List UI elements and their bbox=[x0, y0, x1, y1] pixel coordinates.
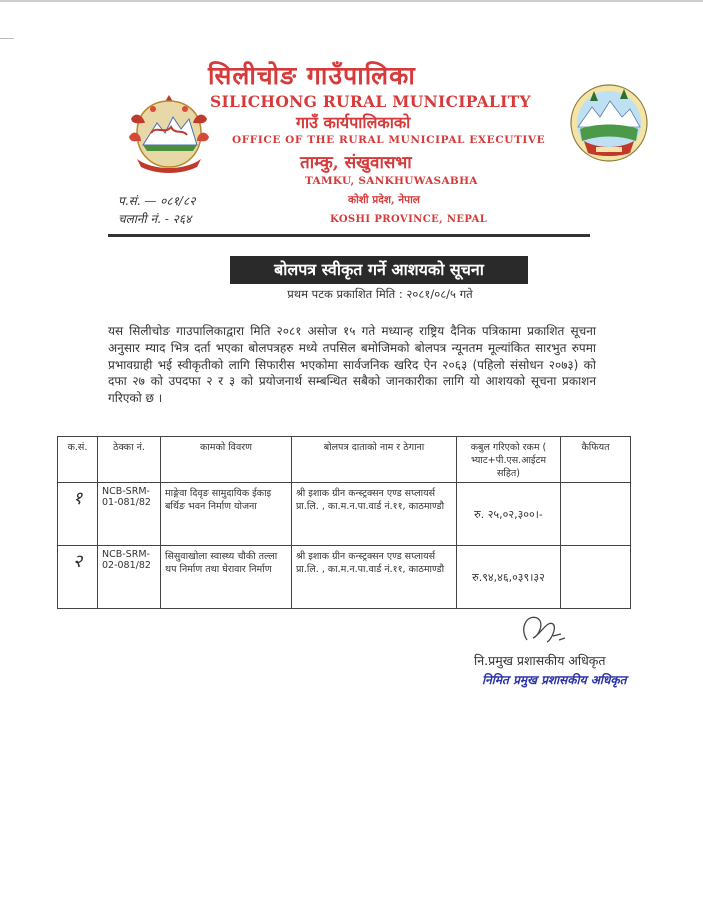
row-contract-no: NCB-SRM-01-081/82 bbox=[98, 483, 161, 546]
row-amount: रु. २५,०२,३००।- bbox=[457, 483, 561, 546]
header-bidder: बोलपत्र दाताको नाम र ठेगाना bbox=[292, 437, 457, 483]
handwritten-fiscal-year: प.सं. — ०८१/८२ bbox=[118, 194, 196, 208]
signatory-title: नि.प्रमुख प्रशासकीय अधिकृत bbox=[474, 653, 606, 668]
notice-title: बोलपत्र स्वीकृत गर्ने आशयको सूचना bbox=[274, 260, 484, 279]
bid-acceptance-table bbox=[57, 436, 631, 609]
handwritten-reference-number: चलानी नं. - २६४ bbox=[118, 212, 192, 226]
header-amount: कबुल गरिएको रकम ( भ्याट+पी.एस.आईटम सहित) bbox=[457, 437, 561, 483]
province-nepali: कोशी प्रदेश, नेपाल bbox=[348, 194, 420, 206]
header-work-description: कामको विवरण bbox=[161, 437, 292, 483]
row-contract-no: NCB-SRM-02-081/82 bbox=[98, 546, 161, 609]
municipality-name-nepali: सिलीचोङ गाउँपालिका bbox=[208, 61, 416, 90]
municipality-name-english: SILICHONG RURAL MUNICIPALITY bbox=[210, 92, 531, 111]
office-name-nepali: गाउँ कार्यपालिकाको bbox=[296, 113, 411, 132]
table-header-row bbox=[58, 437, 631, 483]
header-remarks: कैफियत bbox=[561, 437, 631, 483]
row-amount: रु.९४,४६,०३९।३२ bbox=[457, 546, 561, 609]
scan-edge bbox=[0, 0, 703, 2]
row-bidder: श्री इशाक ग्रीन कन्स्ट्रक्सन एण्ड सप्लायर्स प्रा.लि. , का.म.न.पा.वार्ड नं.११, काठमाण्डौ bbox=[292, 546, 457, 609]
signatory-stamp: निमित प्रमुख प्रशासकीय अधिकृत bbox=[482, 673, 627, 687]
province-english: KOSHI PROVINCE, NEPAL bbox=[330, 214, 488, 225]
nepal-emblem-icon bbox=[123, 89, 215, 177]
office-name-english: OFFICE OF THE RURAL MUNICIPAL EXECUTIVE bbox=[232, 134, 546, 146]
row-bidder: श्री इशाक ग्रीन कन्स्ट्रक्सन एण्ड सप्लायर्स प्रा.लि. , का.म.न.पा.वार्ड नं.११, काठमाण्डौ bbox=[292, 483, 457, 546]
row-serial: २ bbox=[58, 546, 98, 609]
header-contract-no: ठेक्का नं. bbox=[98, 437, 161, 483]
signature-mark bbox=[513, 610, 573, 650]
municipality-logo-icon bbox=[568, 83, 650, 167]
row-remarks bbox=[561, 483, 631, 546]
published-date: प्रथम पटक प्रकाशित मिति : २०८१/०८/५ गते bbox=[287, 287, 473, 301]
header-divider bbox=[108, 234, 590, 237]
row-serial: १ bbox=[58, 483, 98, 546]
row-work-description: माङ्गेवा दिवृङ सामुदायिक ईकाइ बर्थिङ भवन निर्माण योजना bbox=[161, 483, 292, 546]
notice-body: यस सिलीचोङ गाउपालिकाद्वारा मिति २०८१ असोज १५ गते मध्यान्ह राष्ट्रिय दैनिक पत्रिकामा प्रकाशित सूचना अनुसार म्याद भित्र दर्ता भएका बोलपत्रहरु मध्ये तपसिल बमोजिमको बोलपत्र न्यूनतम मूल्यांकित सारभुत रुपमा प्रभावग्राही भई स्वीकृतीको लागि सिफारीस भएकोमा सार्वजनिक खरिद ऐन २०६३ (पहिलो संसोधन २०७३) को दफा २७ को उपदफा २ र ३ को प्रयोजनार्थ सम्बन्धित सबैको जानकारीका लागि यो आशयको सूचना प्रकाशन गरिएको छ । bbox=[108, 324, 596, 406]
table-row bbox=[58, 546, 631, 609]
scan-mark bbox=[0, 38, 14, 39]
header-serial: क.सं. bbox=[58, 437, 98, 483]
address-nepali: ताम्कु, संखुवासभा bbox=[300, 153, 412, 173]
table-row bbox=[58, 483, 631, 546]
row-remarks bbox=[561, 546, 631, 609]
address-english: TAMKU, SANKHUWASABHA bbox=[305, 175, 478, 187]
row-work-description: सिसुवाखोला स्वास्थ्य चौकी तल्ला थप निर्माण तथा घेरावार निर्माण bbox=[161, 546, 292, 609]
